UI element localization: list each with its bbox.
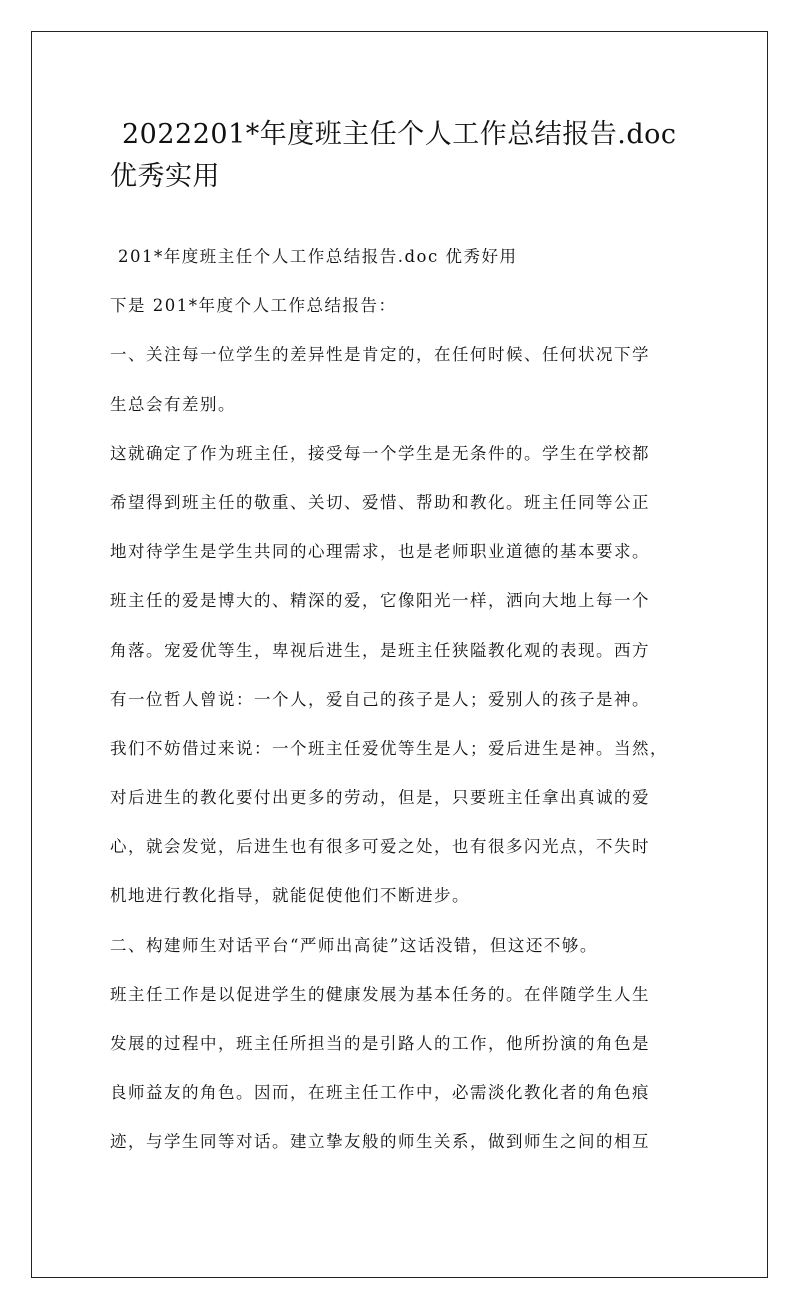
body-line: 我们不妨借过来说：一个班主任爱优等生是人；爱后进生是神。当然， <box>110 738 668 758</box>
document-title <box>110 114 710 198</box>
body-line: 地对待学生是学生共同的心理需求，也是老师职业道德的基本要求。 <box>110 542 650 562</box>
body-line: 良师益友的角色。因而，在班主任工作中，必需淡化教化者的角色痕 <box>110 1083 650 1103</box>
body-line: 发展的过程中，班主任所担当的是引路人的工作，他所扮演的角色是 <box>110 1034 650 1053</box>
body-line: 这就确定了作为班主任，接受每一个学生是无条件的。学生在学校都 <box>110 443 650 463</box>
body-line: 班主任的爱是博大的、精深的爱，它像阳光一样，洒向大地上每一个 <box>110 591 650 611</box>
body-line: 对后进生的教化要付出更多的劳动，但是，只要班主任拿出真诚的爱 <box>110 788 650 808</box>
body-line: 心，就会发觉，后进生也有很多可爱之处，也有很多闪光点，不失时 <box>110 837 650 857</box>
body-line: 201*年度班主任个人工作总结报告.doc 优秀好用 <box>118 247 518 266</box>
body-line: 二、构建师生对话平台“严师出高徒”这话没错，但这还不够。 <box>110 935 598 955</box>
title-line-1: 2022201*年度班主任个人工作总结报告.doc <box>122 119 677 150</box>
body-line: 角落。宠爱优等生，卑视后进生，是班主任狭隘教化观的表现。西方 <box>110 640 650 660</box>
body-line: 下是 201*年度个人工作总结报告： <box>110 296 397 316</box>
body-line: 一、关注每一位学生的差异性是肯定的，在任何时候、任何状况下学 <box>110 345 650 365</box>
body-line: 机地进行教化指导，就能促使他们不断进步。 <box>110 886 470 906</box>
body-line: 班主任工作是以促进学生的健康发展为基本任务的。在伴随学生人生 <box>110 984 650 1004</box>
body-line: 迹，与学生同等对话。建立挚友般的师生关系，做到师生之间的相互 <box>110 1132 650 1152</box>
body-line: 生总会有差别。 <box>110 394 236 414</box>
body-line: 有一位哲人曾说：一个人，爱自己的孩子是人；爱别人的孩子是神。 <box>110 689 650 709</box>
document-body <box>110 232 696 1167</box>
body-line: 希望得到班主任的敬重、关切、爱惜、帮助和教化。班主任同等公正 <box>110 492 650 512</box>
title-line-2: 优秀实用 <box>110 161 220 192</box>
